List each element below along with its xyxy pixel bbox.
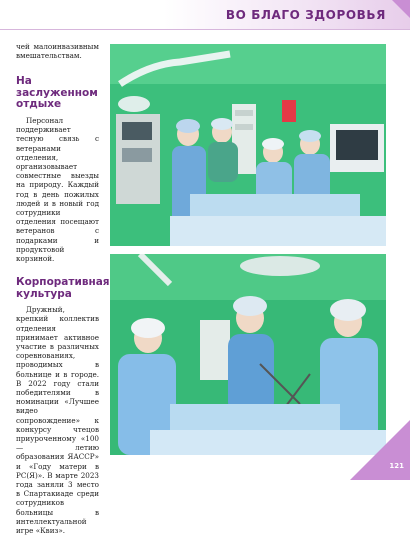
operating-room-photo-1-image xyxy=(110,44,386,246)
section-body-culture: Дружный, крепкий коллектив отделения принимает активное участие в различных соревнованиях, проводимых в больнице и в городе. В 2022 году стали победителями в номинации «Лучшее видео сопровождение» к конкурсу чтецов приуроченному «100 — летию образования ЯАССР» и «Году матери в РС(Я)». В марте 2023 года заняли 3 место в Спартакиаде среди сотрудников больницы в интеллектуальной игре «Квиз». xyxy=(16,305,99,535)
header-divider xyxy=(0,29,410,30)
operating-room-photo-2 xyxy=(110,254,386,455)
text-column xyxy=(16,42,110,535)
section-body-retirement: Персонал поддерживает тесную связь с ветеранами отделения, организовывает совместные выезды на природу. Каждый год в день пожилых людей и в новый год сотрудники отделения посещают ветеранов с подарками и продуктовой корзиной. xyxy=(16,115,99,263)
operating-room-photo-1 xyxy=(110,44,386,246)
corner-decoration xyxy=(392,0,410,18)
footer-decoration xyxy=(350,420,410,480)
section-heading-culture: Корпоративная культура xyxy=(16,276,110,300)
operating-room-photo-2-image xyxy=(110,254,386,455)
section-heading-retirement: На заслуженном отдыхе xyxy=(16,75,98,111)
page-number: 121 xyxy=(389,462,404,470)
intro-paragraph: чей малоинвазивным вмешательствам. xyxy=(16,42,99,61)
section-title: ВО БЛАГО ЗДОРОВЬЯ xyxy=(225,8,386,22)
